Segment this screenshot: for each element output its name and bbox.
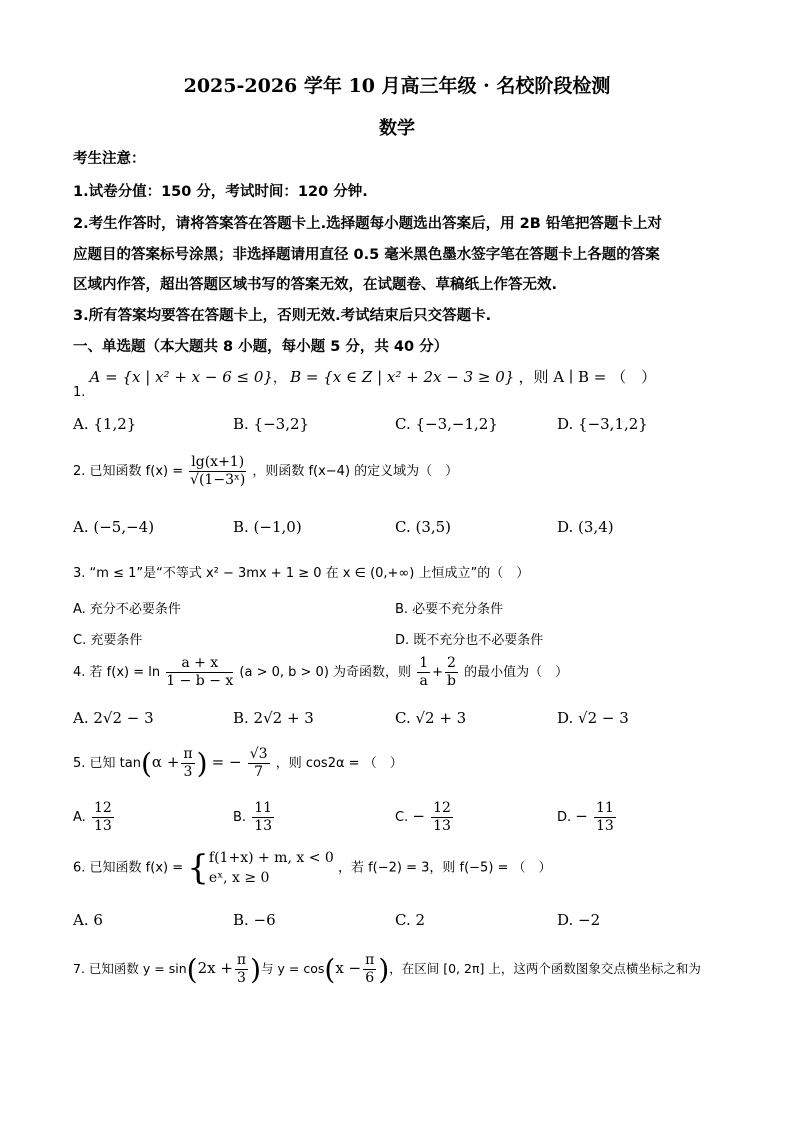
q6-option-b[interactable]: B. −6	[233, 911, 276, 929]
q2-option-c[interactable]: C. (3,5)	[395, 518, 452, 536]
left-paren: (	[324, 953, 336, 986]
arg2-pre: x −	[335, 959, 362, 977]
question-1	[73, 366, 723, 400]
q2-option-d[interactable]: D. (3,4)	[557, 518, 614, 536]
q2-option-b[interactable]: B. (−1,0)	[233, 518, 302, 536]
set-a: A = {x | x² + x − 6 ≤ 0}	[89, 368, 273, 386]
question-pre: 若 f(x) = ln	[89, 665, 161, 680]
notice-line-3: 应题目的答案标号涂黑；非选择题请用直径 0.5 毫米黑色墨水签字笔在答题卡上各题的答案	[73, 247, 660, 263]
notice-line-4: 区域内作答，超出答题区域书写的答案无效，在试题卷、草稿纸上作答无效.	[73, 277, 558, 293]
plus: +	[432, 665, 444, 680]
rhs-fraction: $\frac{√3}{7}$	[249, 746, 268, 780]
fraction-1-over-a: $\frac{1}{a}$	[419, 655, 429, 689]
equals: = −	[211, 753, 242, 771]
question-7	[73, 952, 723, 987]
q5-option-d[interactable]: D. − $\frac{11}{13}$	[557, 800, 614, 834]
question-number: 7.	[73, 961, 85, 976]
left-paren: (	[186, 953, 198, 986]
left-brace: {	[187, 848, 209, 888]
question-number: 2.	[73, 464, 86, 479]
fraction-2-over-b: $\frac{2}{b}$	[446, 655, 456, 689]
question-post: ，在区间 [0, 2π] 上，这两个函数图象交点横坐标之和为	[389, 961, 701, 976]
question-tail: ，则 A ∣ B = （ ）	[518, 368, 657, 386]
question-number: 1.	[73, 385, 86, 400]
separator: ，	[272, 371, 286, 386]
exam-title: 2025-2026 学年 10 月高三年级 · 名校阶段检测	[183, 75, 611, 97]
q5-option-a[interactable]: A. $\frac{12}{13}$	[73, 800, 112, 834]
q3-option-a[interactable]: A. 充分不必要条件	[73, 602, 181, 617]
arg-pre: α +	[151, 753, 180, 771]
q1-option-d[interactable]: D. {−3,1,2}	[557, 415, 648, 433]
q1-option-c[interactable]: C. {−3,−1,2}	[395, 415, 498, 433]
question-number: 5.	[73, 756, 86, 771]
notice-line-5: 3.所有答案均要答在答题卡上，否则无效.考试结束后只交答题卡.	[73, 308, 492, 324]
q3-option-d[interactable]: D. 既不充分也不必要条件	[395, 633, 544, 648]
question-mid: (a > 0, b > 0) 为奇函数，则	[239, 665, 412, 680]
arg1-pre: 2x +	[197, 959, 233, 977]
notice-heading: 考生注意：	[73, 151, 146, 167]
question-number: 3.	[73, 566, 86, 581]
question-3	[73, 562, 723, 581]
set-b: B = {x ∈ Z | x² + 2x − 3 ≥ 0}	[290, 368, 515, 386]
right-paren: )	[378, 953, 390, 986]
question-2	[73, 454, 723, 489]
question-mid: 与 y = cos	[261, 961, 325, 976]
left-paren: (	[140, 747, 152, 780]
question-post: ，若 f(−2) = 3，则 f(−5) = （ ）	[337, 860, 552, 876]
q1-option-a[interactable]: A. {1,2}	[73, 415, 137, 433]
question-text: “m ≤ 1”是“不等式 x² − 3mx + 1 ≥ 0 在 x ∈ (0,+∞) 上恒成立”的（ ）	[89, 566, 530, 581]
q3-option-b[interactable]: B. 必要不充分条件	[395, 602, 504, 617]
right-paren: )	[250, 953, 262, 986]
q4-option-a[interactable]: A. 2√2 − 3	[73, 709, 154, 727]
q6-option-d[interactable]: D. −2	[557, 911, 601, 929]
subject-title: 数学	[379, 118, 415, 139]
question-4	[73, 655, 723, 690]
piecewise-cases: f(1+x) + m, x < 0 eˣ, x ≥ 0	[208, 850, 334, 886]
question-post: ，则 cos2α = （ ）	[275, 756, 403, 771]
q4-option-d[interactable]: D. √2 − 3	[557, 709, 629, 727]
question-pre: 已知函数 f(x) =	[89, 464, 184, 479]
notice-line-1: 1.试卷分值：150 分，考试时间：120 分钟.	[73, 184, 368, 200]
q2-option-a[interactable]: A. (−5,−4)	[73, 518, 155, 536]
right-paren: )	[196, 747, 208, 780]
fraction-pi-over-3: $\frac{\pi}{3}$	[236, 952, 247, 986]
question-5	[73, 746, 723, 781]
question-pre: 已知函数 f(x) =	[89, 860, 184, 876]
question-pre: 已知函数 y = sin	[88, 961, 187, 976]
q5-option-c[interactable]: C. − $\frac{12}{13}$	[395, 800, 451, 834]
fraction: $\frac{\lg(x+1)}{\text{√(1−3ˣ)}}$	[190, 454, 246, 488]
notice-line-2: 2.考生作答时，请将答案答在答题卡上.选择题每小题选出答案后，用 2B 铅笔把答题卡上对	[73, 216, 662, 232]
question-post: 的最小值为（ ）	[464, 665, 569, 680]
question-post: ，则函数 f(x−4) 的定义域为（ ）	[252, 464, 459, 479]
question-number: 6.	[73, 860, 86, 876]
q6-option-c[interactable]: C. 2	[395, 911, 426, 929]
section-heading: 一、单选题（本大题共 8 小题，每小题 5 分，共 40 分）	[73, 339, 449, 355]
fraction-pi-over-3: $\frac{\pi}{3}$	[183, 746, 193, 780]
question-pre: 已知 tan	[89, 756, 141, 771]
question-6	[73, 848, 723, 888]
fraction: $\frac{a + x}{1 - b - x}$	[166, 655, 234, 689]
q4-option-b[interactable]: B. 2√2 + 3	[233, 709, 314, 727]
q6-option-a[interactable]: A. 6	[73, 911, 103, 929]
q5-option-b[interactable]: B. $\frac{11}{13}$	[233, 800, 273, 834]
q3-option-c[interactable]: C. 充要条件	[73, 633, 143, 648]
question-number: 4.	[73, 665, 86, 680]
q1-option-b[interactable]: B. {−3,2}	[233, 415, 310, 433]
fraction-pi-over-6: $\frac{\pi}{6}$	[365, 952, 375, 986]
q4-option-c[interactable]: C. √2 + 3	[395, 709, 467, 727]
